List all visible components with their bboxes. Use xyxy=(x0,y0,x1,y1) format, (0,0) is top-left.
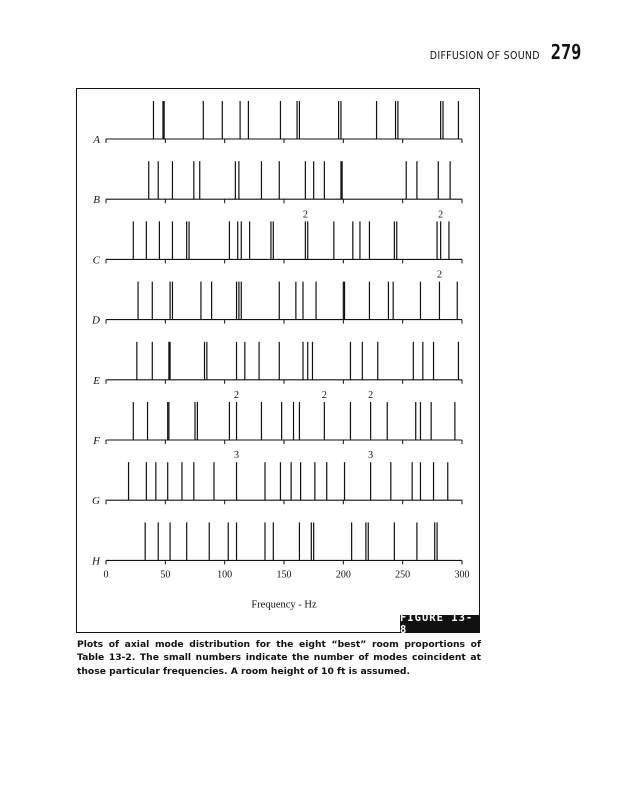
coincidence-label: 2 xyxy=(234,390,240,401)
x-axis-label: Frequency - Hz xyxy=(251,599,317,611)
coincidence-label: 2 xyxy=(436,269,442,281)
section-title: DIFFUSION OF SOUND xyxy=(429,50,540,62)
coincidence-label: 2 xyxy=(368,390,374,401)
figure-tag: FIGURE 13-8 xyxy=(400,615,480,633)
series-d xyxy=(91,270,462,327)
series-label: B xyxy=(93,194,100,207)
series-g xyxy=(92,450,462,507)
series-label: E xyxy=(93,374,100,387)
x-tick-label: 0 xyxy=(103,569,109,581)
x-tick-label: 50 xyxy=(160,569,171,581)
running-head xyxy=(430,40,584,64)
series-h xyxy=(91,522,462,567)
series-e xyxy=(92,342,462,387)
x-tick-label: 150 xyxy=(276,569,292,581)
x-tick-label: 200 xyxy=(335,569,351,581)
page-number: 279 xyxy=(550,40,582,64)
series-label: C xyxy=(92,254,100,267)
coincidence-label: 2 xyxy=(302,209,308,221)
x-tick-label: 100 xyxy=(217,569,233,581)
series-label: D xyxy=(92,314,100,327)
series-label: G xyxy=(92,495,100,508)
x-tick-label: 300 xyxy=(454,569,470,581)
series-a xyxy=(92,101,462,146)
coincidence-label: 2 xyxy=(438,209,444,221)
series-c xyxy=(93,209,462,266)
series-label: F xyxy=(93,435,100,447)
coincidence-label: 3 xyxy=(234,450,240,462)
coincidence-label: 3 xyxy=(368,450,374,462)
series-label: A xyxy=(93,134,100,146)
figure-caption: Plots of axial mode distribution for the eight “best” room proportions of Table 13-2. The small numbers indicate the number of modes coincident at those particular frequencies. A room height of 10 ft is assumed. xyxy=(77,639,481,677)
figure-frame xyxy=(76,88,480,636)
series-label: H xyxy=(92,555,100,568)
series-f xyxy=(92,390,462,447)
series-b xyxy=(93,161,462,206)
x-tick-label: 250 xyxy=(395,569,411,581)
mode-distribution-chart xyxy=(77,89,479,632)
coincidence-label: 2 xyxy=(321,390,327,401)
